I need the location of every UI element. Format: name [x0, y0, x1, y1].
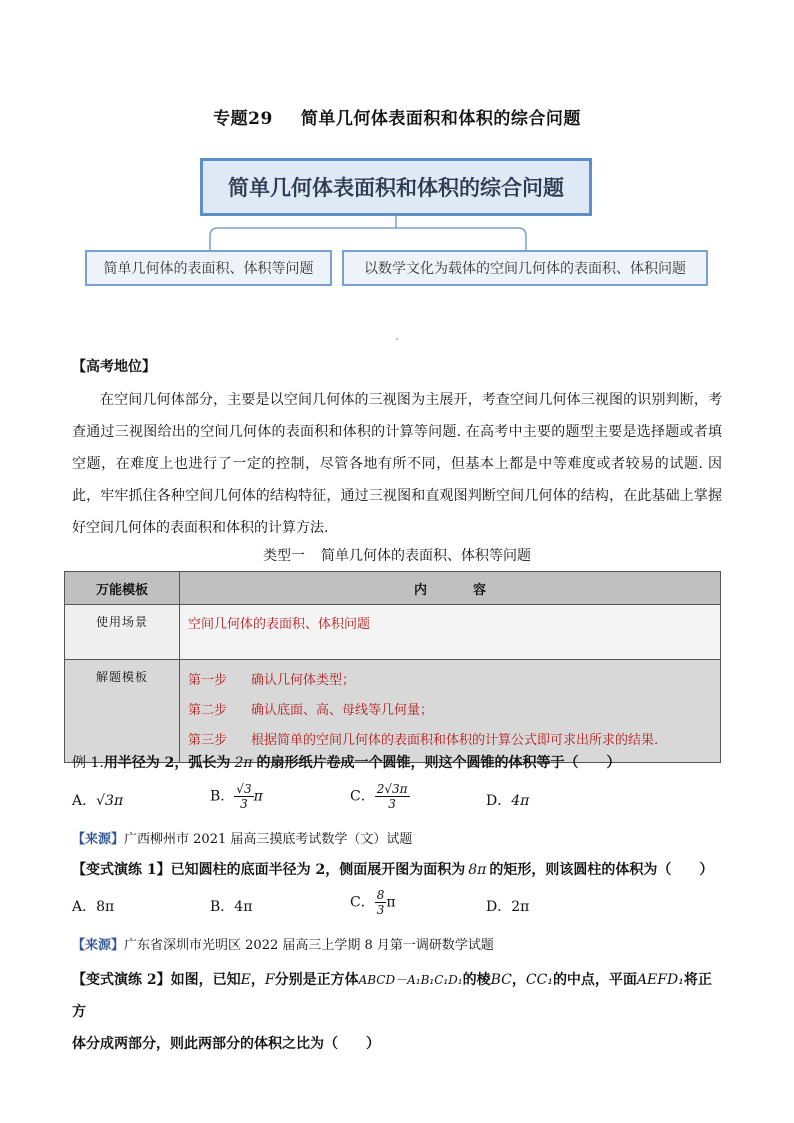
method-label: 解题模板: [65, 660, 180, 763]
type-text: 简单几何体的表面积、体积等问题: [321, 548, 531, 564]
option-d-label: D．: [486, 899, 512, 915]
mindmap-root: 简单几何体表面积和体积的综合问题: [200, 158, 592, 216]
exercise-2-text-1: 如图，已知: [170, 972, 241, 988]
template-table: [64, 571, 721, 763]
option-c-num: 2√3π: [376, 782, 408, 796]
example-1-text-2: 的扇形纸片卷成一个圆锥，则这个圆锥的体积等于（ ）: [256, 755, 621, 771]
step-3-label: 第三步: [188, 733, 228, 748]
step-2: [188, 696, 712, 726]
exercise-1-question: [72, 859, 713, 879]
header-template: 万能模板: [65, 572, 180, 605]
source-text: 广西柳州市 2021 届高三摸底考试数学（文）试题: [124, 832, 413, 847]
source-tag: 【来源】: [72, 832, 125, 847]
option-b-label: B．: [210, 899, 235, 915]
source-text: 广东省深圳市光明区 2022 届高三上学期 8 月第一调研数学试题: [124, 938, 494, 953]
exercise-2-text-4: 的棱: [462, 972, 491, 988]
step-2-text: 确认底面、高、母线等几何量；: [251, 703, 434, 718]
step-2-label: 第二步: [188, 703, 228, 718]
exercise-2-text-2: ，: [250, 972, 265, 988]
header-content: [180, 572, 721, 605]
exercise-1-tag: 【变式演练 1】: [72, 862, 171, 878]
option-b[interactable]: [210, 782, 263, 811]
mindmap-child-1: 简单几何体的表面积、体积等问题: [85, 250, 332, 286]
usage-value: 空间几何体的表面积、体积问题: [180, 605, 721, 660]
option-b[interactable]: [210, 896, 252, 916]
option-d[interactable]: [486, 896, 529, 916]
option-a[interactable]: [72, 896, 114, 916]
option-b-num: √3: [236, 782, 252, 796]
option-a-label: A．: [72, 793, 97, 809]
exercise-2-text-3: 分别是正方体: [274, 972, 359, 988]
header-content-2: 容: [473, 582, 487, 598]
option-b-fraction: [234, 782, 253, 811]
header-content-1: 内: [413, 582, 427, 598]
option-c-num: 8: [376, 888, 385, 902]
position-heading: 【高考地位】: [72, 359, 156, 375]
option-c-label: C．: [350, 894, 375, 911]
option-b-tail: π: [253, 788, 263, 805]
exercise-1-math: 8π: [468, 862, 487, 878]
step-1-label: 第一步: [188, 673, 228, 688]
option-b-value: 4π: [234, 899, 253, 915]
option-c-den: 3: [388, 797, 396, 811]
table-row: [65, 660, 721, 763]
option-a-label: A．: [72, 899, 97, 915]
exercise-2-math-6: AEFD₁: [636, 972, 684, 988]
option-c-den: 3: [376, 903, 385, 917]
option-a-value: 8π: [96, 899, 115, 915]
mindmap-child-2: 以数学文化为载体的空间几何体的表面积、体积问题: [342, 250, 708, 286]
option-c-fraction: [375, 782, 410, 811]
option-b-label: B．: [210, 788, 235, 805]
option-a[interactable]: [72, 790, 123, 810]
position-paragraph: 在空间几何体部分，主要是以空间几何体的三视图为主展开，考查空间几何体三视图的识别判断，考查通过三视图给出的空间几何体的表面积和体积的计算等问题. 在高考中主要的题型主要是选择题或者填空题，在难度上也进行了一定的控制，尽管各地有所不同，但基本上都是中等难度或者较易的试题. 因此，牢牢抓住各种空间几何体的结构特征，通过三视图和直观图判断空间几何体的结构，在此基础上掌握好空间几何体的表面积和体积的计算方法.: [72, 392, 722, 536]
exercise-2-math-3: ABCD－A₁B₁C₁D₁: [358, 973, 463, 987]
exercise-2-math-4: BC: [490, 972, 512, 988]
type-label: 类型一: [263, 548, 305, 564]
option-b-den: 3: [240, 797, 248, 811]
option-c-tail: π: [386, 894, 396, 911]
exercise-1-options: [72, 886, 722, 926]
exercise-2-tag: 【变式演练 2】: [72, 972, 171, 988]
exercise-2-math-2: F: [264, 972, 275, 988]
option-c-fraction: [375, 888, 387, 917]
method-steps: [180, 660, 721, 763]
exercise-2-text-6: 的中点，平面: [552, 972, 637, 988]
exercise-1-text-1: 已知圆柱的底面半径为 2，侧面展开图为面积为: [170, 862, 466, 878]
type-heading: [0, 545, 794, 565]
exercise-2-math-1: E: [240, 972, 251, 988]
option-c[interactable]: [350, 888, 396, 917]
source-tag: 【来源】: [72, 938, 125, 953]
topic-title: 简单几何体表面积和体积的综合问题: [300, 109, 581, 129]
exercise-2-text-8: 体分成两部分，则此两部分的体积之比为（ ）: [72, 1036, 380, 1052]
option-c[interactable]: [350, 782, 410, 811]
step-3-text: 根据简单的空间几何体的表面积和体积的计算公式即可求出所求的结果.: [251, 733, 659, 748]
option-c-label: C．: [350, 788, 375, 805]
example-1-math: 2π: [234, 755, 253, 771]
example-1-question: [72, 752, 621, 772]
example-1-options: [72, 782, 722, 822]
step-1: [188, 666, 712, 696]
exercise-2-math-5: CC₁: [525, 972, 553, 988]
example-1-prefix: 例 1.: [72, 755, 104, 771]
stray-dot: [396, 338, 398, 340]
example-1-source: [72, 828, 412, 847]
exercise-2-text-5: ，: [511, 972, 526, 988]
option-a-value: √3π: [96, 793, 124, 809]
usage-label: 使用场景: [65, 605, 180, 660]
table-row: [65, 605, 721, 660]
exercise-1-text-2: 的矩形，则该圆柱的体积为（ ）: [489, 862, 714, 878]
topic-number: 专题29: [213, 109, 273, 129]
table-header-row: [65, 572, 721, 605]
step-1-text: 确认几何体类型；: [251, 673, 356, 688]
exercise-2-text-7: 将正方: [72, 972, 712, 1020]
exercise-1-source: [72, 934, 494, 953]
option-d-value: 4π: [511, 793, 530, 809]
option-d-value: 2π: [511, 899, 530, 915]
option-d[interactable]: [486, 790, 529, 810]
exercise-2-line-1: [72, 964, 722, 1028]
exercise-2-line-2: [72, 1028, 722, 1060]
example-1-text-1: 用半径为 2，弧长为: [103, 755, 231, 771]
exercise-2-question: [72, 964, 722, 1060]
option-d-label: D．: [486, 793, 512, 809]
